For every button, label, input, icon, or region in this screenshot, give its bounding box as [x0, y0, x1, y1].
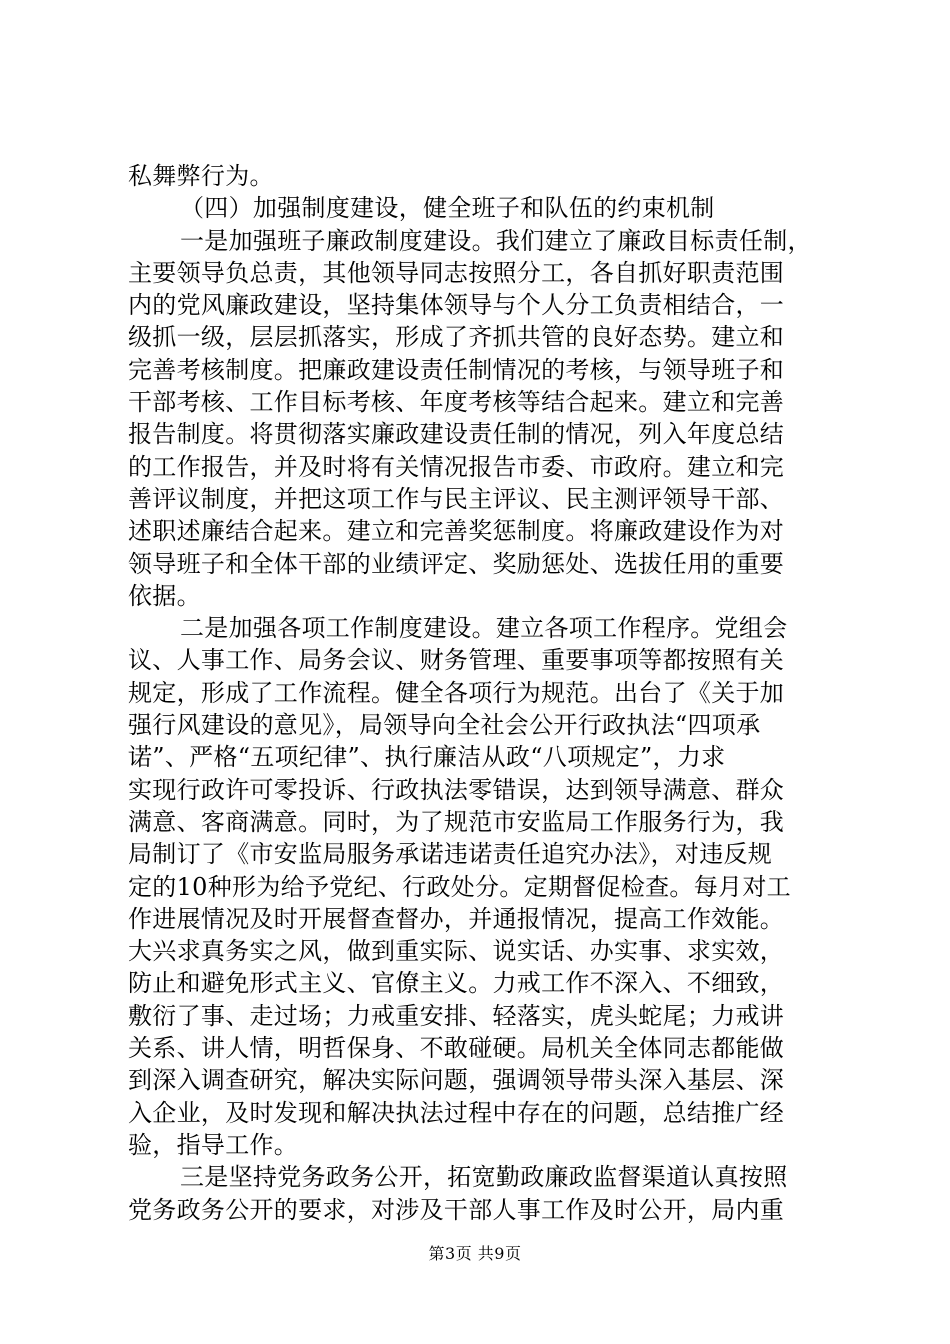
text-line: 述职述廉结合起来。建立和完善奖惩制度。将廉政建设作为对 [128, 517, 785, 546]
text-line: 完善考核制度。把廉政建设责任制情况的考核，与领导班子和 [128, 355, 785, 384]
text-line: 作进展情况及时开展督查督办，并通报情况，提高工作效能。 [128, 904, 785, 933]
paragraph-first-line: 二是加强各项工作制度建设。建立各项工作程序。党组会 [180, 614, 788, 643]
text-line: 满意、客商满意。同时，为了规范市安监局工作服务行为，我 [128, 807, 785, 836]
text-line: 议、人事工作、局务会议、财务管理、重要事项等都按照有关 [128, 646, 785, 675]
text-line: 的工作报告，并及时将有关情况报告市委、市政府。建立和完 [128, 452, 785, 481]
paragraph-first-line: 一是加强班子廉政制度建设。我们建立了廉政目标责任制， [180, 226, 812, 255]
page-footer: 第3页 共9页 [428, 1244, 522, 1263]
text-line: 主要领导负总责，其他领导同志按照分工，各自抓好职责范围 [128, 258, 785, 287]
text-line: 依据。 [128, 581, 201, 610]
text-line: 强行风建设的意见》，局领导向全社会公开行政执法“四项承 [128, 711, 761, 740]
text-line: 敷衍了事、走过场；力戒重安排、轻落实，虎头蛇尾；力戒讲 [128, 1001, 785, 1030]
text-line: 私舞弊行为。 [128, 162, 274, 190]
text-line: 到深入调查研究，解决实际问题，强调领导带头深入基层、深 [128, 1066, 785, 1095]
text-line: 实现行政许可零投诉、行政执法零错误，达到领导满意、群众 [128, 775, 785, 804]
document-body [128, 160, 828, 1226]
text-line: 入企业，及时发现和解决执法过程中存在的问题，总结推广经 [128, 1098, 785, 1127]
text-line: 级抓一级，层层抓落实，形成了齐抓共管的良好态势。建立和 [128, 323, 785, 352]
text-line: 验，指导工作。 [128, 1130, 299, 1159]
text-line: 规定，形成了工作流程。健全各项行为规范。出台了《关于加 [128, 678, 785, 707]
text-line: 诺”、严格“五项纪律”、执行廉洁从政“八项规定”，力求 [128, 743, 726, 772]
text-line: 关系、讲人情，明哲保身、不敢碰硬。局机关全体同志都能做 [128, 1034, 785, 1063]
text-line: 党务政务公开的要求，对涉及干部人事工作及时公开，局内重 [128, 1195, 785, 1224]
text-line: 防止和避免形式主义、官僚主义。力戒工作不深入、不细致， [128, 969, 785, 998]
text-line: 善评议制度，并把这项工作与民主评议、民主测评领导干部、 [128, 484, 785, 513]
text-line: 报告制度。将贯彻落实廉政建设责任制的情况，列入年度总结 [128, 420, 785, 449]
paragraph-first-line: 三是坚持党务政务公开，拓宽勤政廉政监督渠道认真按照 [180, 1163, 788, 1192]
text-line: 领导班子和全体干部的业绩评定、奖励惩处、选拔任用的重要 [128, 549, 785, 578]
text-line: 干部考核、工作目标考核、年度考核等结合起来。建立和完善 [128, 388, 785, 417]
text-line: 大兴求真务实之风，做到重实际、说实话、办实事、求实效， [128, 937, 785, 966]
text-line: 定的10种形为给予党纪、行政处分。定期督促检查。每月对工 [128, 872, 791, 901]
paragraph-first-line: （四）加强制度建设，健全班子和队伍的约束机制 [180, 194, 715, 223]
text-line: 局制订了《市安监局服务承诺违诺责任追究办法》，对违反规 [128, 840, 773, 869]
text-line: 内的党风廉政建设，坚持集体领导与个人分工负责相结合，一 [128, 291, 785, 320]
